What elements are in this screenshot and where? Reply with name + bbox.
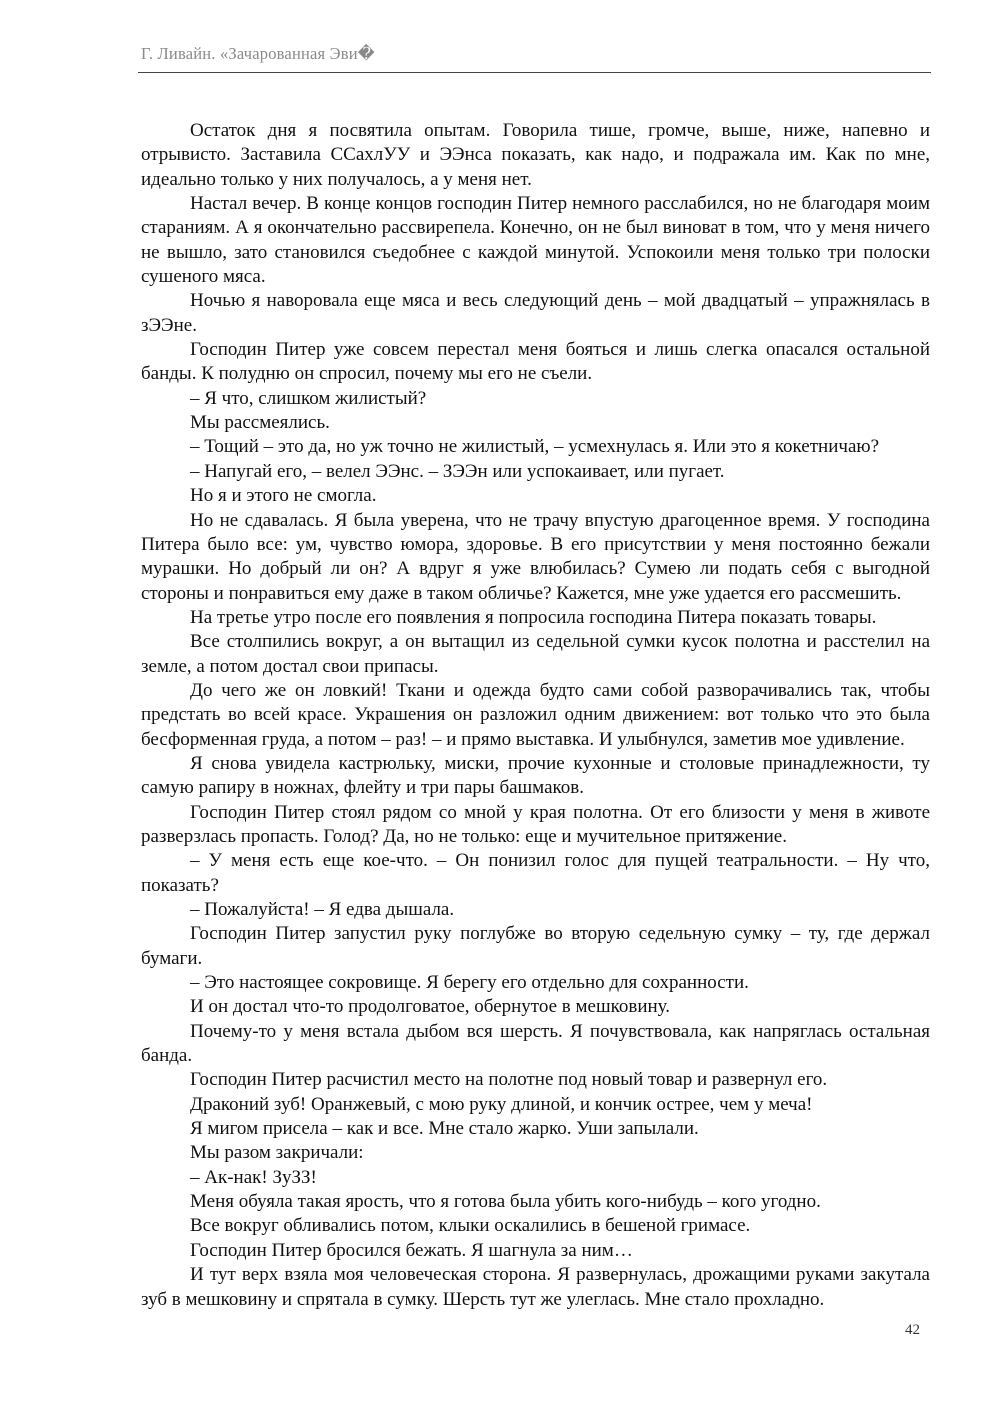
paragraph: Драконий зуб! Оранжевый, с мою руку длиной, и кончик острее, чем у меча! (190, 1093, 813, 1115)
paragraph: Почему-то у меня встала дыбом вся шерсть. Я почувствовала, как напряглась остальная банда. (141, 1020, 930, 1067)
paragraph: – Пожалуйста! – Я едва дышала. (190, 899, 455, 920)
paragraph: – Ак-нак! ЗуЗЗ! (190, 1166, 317, 1188)
paragraph: – У меня есть еще кое-что. – Он понизил голос для пущей театральности. – Ну что, показать? (141, 850, 930, 896)
paragraph: Мы разом закричали: (190, 1142, 364, 1164)
paragraph: Господин Питер уже совсем перестал меня бояться и лишь слегка опасался остальной банды. К полудню он спросил, почему мы его не съели. (141, 339, 930, 385)
paragraph: Господин Питер стоял рядом со мной у края полотна. От его близости у меня в животе разверзлась пропасть. Голод? Да, но не только: еще и мучительное притяжение. (141, 801, 930, 847)
paragraph: – Напугай его, – велел ЭЭнс. – ЗЭЭн или успокаивает, или пугает. (190, 460, 725, 482)
paragraph: Все столпились вокруг, а он вытащил из седельной сумки кусок полотна и расстелил на земле, а потом достал свои припасы. (141, 631, 930, 677)
paragraph: Но я и этого не смогла. (190, 485, 377, 507)
paragraph: Меня обуяла такая ярость, что я готова была убить кого-нибудь – кого угодно. (190, 1191, 821, 1213)
paragraph: Я мигом присела – как и все. Мне стало жарко. Уши запылали. (190, 1118, 699, 1140)
page-number: 42 (905, 1322, 920, 1338)
paragraph: Мы рассмеялись. (190, 412, 330, 434)
body-text (141, 119, 930, 1312)
paragraph: И он достал что-то продолговатое, обернутое в мешковину. (190, 996, 671, 1018)
paragraph: Настал вечер. В конце концов господин Питер немного расслабился, но не благодаря моим стараниям. А я окончательно рассвирепела. Конечно, он не был виноват в том, что у меня ничего не вышло, зато становился съедобнее с каждой минутой. Успокоили меня только три полоски сушеного мяса. (141, 193, 930, 288)
paragraph: – Это настоящее сокровище. Я берегу его отдельно для сохранности. (190, 972, 749, 994)
paragraph: Господин Питер запустил руку поглубже во вторую седельную сумку – ту, где держал бумаги. (141, 923, 930, 969)
paragraph: – Тощий – это да, но уж точно не жилистый, – усмехнулась я. Или это я кокетничаю? (190, 436, 880, 458)
paragraph: Остаток дня я посвятила опытам. Говорила тише, громче, выше, ниже, напевно и отрывисто. Заставила ССахлУУ и ЭЭнса показать, как надо, и подражала им. Как по мне, идеально только у них получалось, а у меня нет. (141, 120, 930, 190)
header-rule (138, 72, 931, 73)
paragraph: Господин Питер бросился бежать. Я шагнула за ним… (190, 1239, 633, 1261)
paragraph: Я снова увидела кастрюльку, миски, прочие кухонные и столовые принадлежности, ту самую рапиру в ножнах, флейту и три пары башмаков. (141, 752, 930, 799)
paragraph: До чего же он ловкий! Ткани и одежда будто сами собой разворачивались так, чтобы предстать во всей красе. Украшения он разложил одним движением: вот только что это была бесформенная груда, а потом – раз! – и прямо выставка. И улыбнулся, заметив мое удивление. (141, 679, 930, 750)
paragraph: Господин Питер расчистил место на полотне под новый товар и развернул его. (190, 1069, 828, 1091)
paragraph: – Я что, слишком жилистый? (190, 387, 427, 409)
paragraph: Но не сдавалась. Я была уверена, что не трачу впустую драгоценное время. У господина Питера было все: ум, чувство юмора, здоровье. В его присутствии у меня постоянно бежали мурашки. Но добрый ли он? А вдруг я уже влюбилась? Сумею ли подать себя с выгодной стороны и понравиться ему даже в таком обличье? Кажется, мне уже удается его рассмешить. (141, 509, 930, 604)
paragraph: И тут верх взяла моя человеческая сторона. Я развернулась, дрожащими руками закутала зуб в мешковину и спрятала в сумку. Шерсть тут же улеглась. Мне стало прохладно. (141, 1264, 930, 1310)
paragraph: Все вокруг обливались потом, клыки оскалились в бешеной гримасе. (190, 1215, 751, 1237)
paragraph: Ночью я наворовала еще мяса и весь следующий день – мой двадцатый – упражнялась в зЭЭне. (141, 290, 930, 336)
paragraph: На третье утро после его появления я попросила господина Питера показать товары. (190, 606, 877, 628)
running-header: Г. Ливайн. «Зачарованная Эви� (141, 44, 375, 63)
